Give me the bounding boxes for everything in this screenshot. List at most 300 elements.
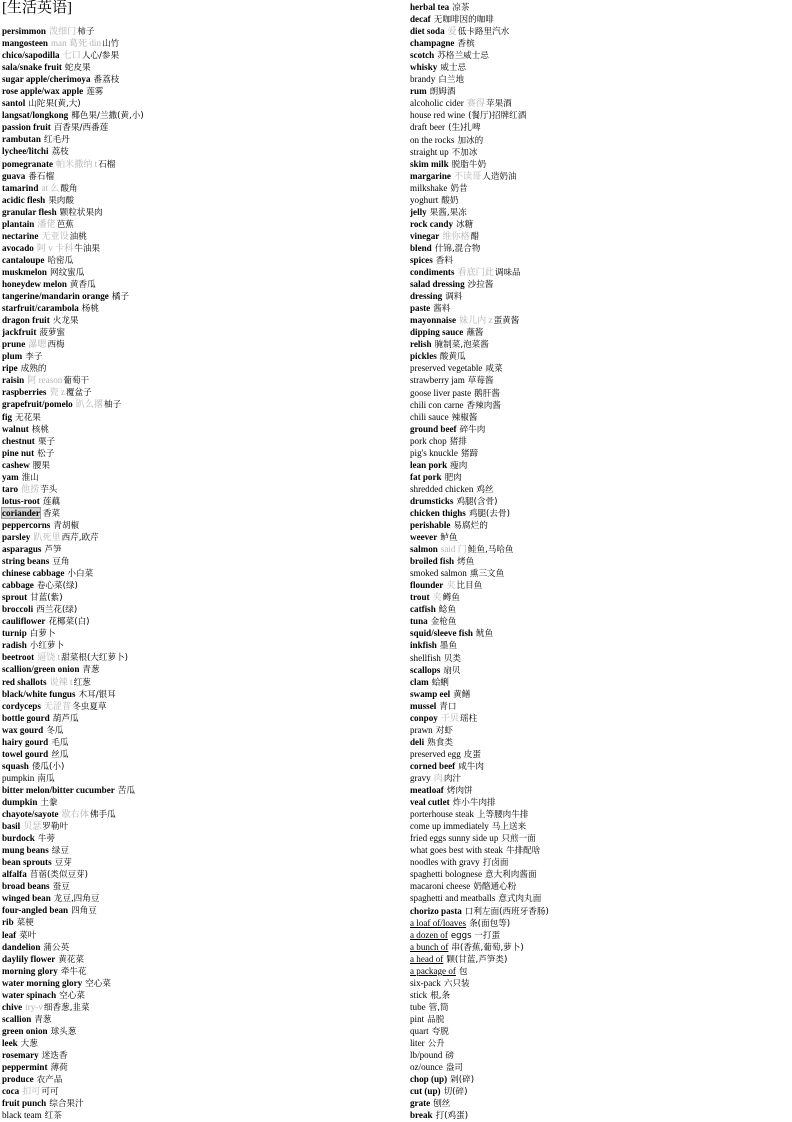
vocab-entry (410, 1001, 549, 1013)
vocab-entry (410, 639, 549, 651)
vocab-entry (2, 977, 144, 989)
english-term: plum (2, 351, 23, 362)
chinese-translation: 脱脂牛奶 (451, 159, 487, 170)
chinese-translation: 品脱 (427, 1014, 445, 1025)
vocab-entry (2, 158, 144, 170)
vocab-entry (410, 374, 549, 386)
vocab-entry (410, 627, 549, 639)
chinese-translation: 碎牛肉 (459, 424, 486, 435)
vocab-entry (410, 206, 549, 218)
vocab-entry (410, 411, 549, 423)
english-term: langsat/longkong (2, 110, 69, 121)
chinese-translation: 腌制菜,泡菜酱 (434, 340, 489, 351)
vocab-entry (410, 579, 549, 591)
english-term: dragon fruit (2, 315, 50, 326)
chinese-translation: 青口 (439, 701, 457, 712)
english-term: salad dressing (410, 279, 465, 290)
chinese-translation: 肥肉 (444, 472, 462, 483)
chinese-translation: 果肉酸 (48, 195, 74, 206)
english-term: brandy (410, 74, 436, 85)
english-term: persimmon (2, 26, 46, 36)
vocab-entry (2, 266, 144, 278)
vocab-entry (410, 109, 549, 121)
vocab-entry (410, 230, 549, 242)
vocab-entry (410, 459, 549, 471)
chinese-translation: 牛蒡 (37, 834, 56, 845)
english-term: ground beef (410, 423, 457, 434)
chinese-translation: 烤鱼 (457, 557, 475, 568)
chinese-translation: 公升 (427, 1039, 445, 1050)
english-term: rum (410, 86, 427, 97)
vocab-entry (410, 760, 549, 772)
pronunciation-note: 趴么撂 (75, 399, 104, 410)
chinese-translation: 威士忌 (440, 63, 467, 74)
vocab-entry (2, 784, 144, 796)
chinese-translation: 细香葱,韭菜 (43, 1002, 90, 1013)
vocab-entry (2, 194, 144, 206)
vocab-entry (410, 519, 549, 531)
english-term: deli (410, 736, 425, 747)
vocab-entry (410, 302, 549, 314)
chinese-translation: 酱料 (433, 304, 451, 315)
vocab-entry (2, 49, 144, 61)
vocab-entry (410, 507, 549, 519)
chinese-translation: 火龙果 (52, 316, 79, 327)
chinese-translation: 凉茶 (452, 3, 470, 13)
english-term: relish (410, 339, 432, 350)
english-term: pork chop (410, 435, 447, 446)
pronunciation-note: 潘佬 (37, 218, 56, 229)
chinese-translation: eggs 一打蛋 (450, 930, 501, 941)
vocab-entry (2, 892, 144, 904)
vocab-entry (2, 555, 144, 567)
vocab-entry (2, 639, 144, 651)
english-term: break (410, 1110, 433, 1121)
chinese-translation: 六只装 (443, 978, 470, 989)
vocab-entry (2, 435, 144, 447)
pronunciation-note: 维你格 (442, 230, 470, 241)
english-term: leaf (2, 929, 17, 940)
vocab-entry (2, 796, 144, 808)
english-term: bitter melon/bitter cucumber (2, 784, 115, 795)
english-term: passion fruit (2, 122, 51, 133)
vocab-entry (410, 989, 549, 1001)
vocab-entry (410, 73, 549, 85)
vocab-entry (2, 916, 144, 928)
chinese-translation: 冰糖 (456, 219, 474, 230)
english-term: mayonnaise (410, 315, 456, 326)
english-term: chico/sapodilla (2, 50, 60, 61)
english-term: fried eggs sunny side up (410, 833, 499, 844)
english-term: chorizo pasta (410, 905, 462, 916)
chinese-translation: 剁(碎) (450, 1075, 475, 1086)
chinese-translation: 炸小牛肉排 (452, 798, 496, 809)
vocab-entry (2, 603, 144, 615)
vocab-entry (410, 603, 549, 615)
english-term: on the rocks (410, 134, 455, 145)
vocab-entry (410, 266, 549, 278)
pronunciation-note: 不读哥 (453, 170, 482, 181)
english-term: cut (up) (410, 1086, 441, 1097)
vocab-entry (2, 386, 144, 398)
english-term: jelly (410, 206, 427, 217)
chinese-translation: 红葱 (73, 677, 91, 688)
pronunciation-note: 爱 (447, 26, 457, 37)
chinese-translation: 空心菜 (59, 990, 85, 1001)
english-term: chop (up) (410, 1074, 448, 1085)
pronunciation-note: 阿 v 卡科 (36, 242, 74, 253)
vocab-entry (410, 423, 549, 435)
english-term: raisin (2, 375, 25, 386)
english-term: gravy (410, 773, 431, 783)
chinese-translation: 香槟 (457, 39, 475, 50)
english-term: alfalfa (2, 869, 27, 880)
english-term: wax gourd (2, 724, 44, 735)
english-term: bean sprouts (2, 857, 52, 868)
english-term: cordyceps (2, 700, 41, 711)
english-term: cauliflower (2, 616, 46, 627)
vocab-entry (2, 700, 144, 712)
english-term: water spinach (2, 989, 57, 1000)
vocab-entry (410, 531, 549, 543)
chinese-translation: 草莓酱 (467, 376, 494, 387)
vocab-entry (2, 447, 144, 459)
english-term: pint (410, 1013, 425, 1024)
vocab-entry (410, 820, 549, 832)
english-term: a loaf of/loaves (410, 917, 467, 928)
vocab-entry (410, 652, 549, 664)
pronunciation-note: 逼饶 t (37, 652, 61, 663)
chinese-translation: 迷迭香 (41, 1050, 68, 1061)
english-term: oz/ounce (410, 1062, 443, 1073)
english-term: rock candy (410, 218, 454, 229)
chinese-translation: 对虾 (435, 725, 453, 736)
vocab-entry (2, 362, 144, 374)
vocab-entry (410, 314, 549, 326)
vocab-entry (410, 1049, 549, 1061)
pronunciation-note: said 门 (440, 544, 467, 555)
chinese-translation: 松子 (37, 448, 55, 459)
english-term: green onion (2, 1025, 48, 1036)
english-term: acidic flesh (2, 194, 46, 205)
chinese-translation: 蚕豆 (52, 882, 70, 893)
chinese-translation: 牛油果 (74, 243, 101, 254)
pronunciation-note: try-v (25, 1001, 43, 1012)
english-term: plantain (2, 218, 35, 229)
english-term: alcoholic cider (410, 98, 464, 109)
vocab-entry (410, 844, 549, 856)
chinese-translation: 白萝卜 (29, 629, 56, 640)
chinese-translation: (生)扎啤 (448, 123, 481, 134)
english-term: sugar apple/cherimoya (2, 74, 91, 85)
english-term: dipping sauce (410, 327, 464, 338)
chinese-translation: 香料 (435, 255, 453, 266)
vocab-entry (2, 495, 144, 507)
vocab-entry (2, 736, 144, 748)
english-term: string beans (2, 556, 50, 567)
chinese-translation: 成熟的 (20, 364, 47, 375)
chinese-translation: 刨丝 (433, 1099, 451, 1110)
vocab-entry (2, 856, 144, 868)
chinese-translation: 串(香蕉,葡萄,萝卜) (451, 942, 524, 953)
vocab-entry (410, 170, 549, 182)
english-term: straight up (410, 146, 449, 157)
chinese-translation: 蘸酱 (466, 328, 484, 339)
pronunciation-note: 夹 (432, 592, 442, 603)
vocab-entry (2, 350, 144, 362)
english-term: red shallots (2, 676, 47, 687)
left-vocabulary-column (2, 25, 144, 1121)
vocab-entry (410, 543, 549, 555)
vocab-entry (2, 953, 144, 965)
vocab-entry (410, 495, 549, 507)
vocab-entry (2, 206, 144, 218)
english-term: shellfish (410, 652, 441, 663)
english-term: meatloaf (410, 785, 444, 796)
chinese-translation: 鳟鱼 (442, 593, 460, 604)
vocab-entry (2, 423, 144, 435)
chinese-translation: 墨鱼 (439, 641, 457, 652)
vocab-entry (410, 784, 549, 796)
chinese-translation: 蛋黄酱 (493, 316, 520, 327)
chinese-translation: 青葱 (82, 665, 100, 676)
vocab-entry (2, 230, 144, 242)
chinese-translation: 马上送来 (491, 822, 527, 833)
chinese-translation: 包 (458, 966, 468, 977)
vocab-entry (410, 134, 549, 146)
vocab-entry (410, 929, 549, 941)
english-term: black/white fungus (2, 688, 76, 699)
english-term: quart (410, 1025, 429, 1036)
chinese-translation: 番荔枝 (93, 75, 120, 86)
english-term: asparagus (2, 544, 42, 555)
english-term: macaroni cheese (410, 881, 471, 892)
english-term: conpoy (410, 712, 438, 723)
page-title: [生活英语] (2, 0, 72, 16)
chinese-translation: 牛排配啥 (505, 846, 541, 857)
vocab-entry (2, 531, 144, 543)
vocab-entry (410, 447, 549, 459)
chinese-translation: 木耳/银耳 (78, 689, 116, 700)
vocab-entry (2, 615, 144, 627)
english-term: a bunch of (410, 941, 449, 952)
vocab-entry (2, 868, 144, 880)
chinese-translation: 只煎一面 (501, 834, 536, 845)
vocab-entry (410, 1073, 549, 1085)
chinese-translation: 西兰花(绿) (36, 605, 78, 616)
vocab-entry (410, 435, 549, 447)
vocab-entry (2, 471, 144, 483)
english-term: chicken thighs (410, 507, 466, 518)
chinese-translation: 香菜 (42, 508, 61, 519)
english-term: preserved vegetable (410, 363, 483, 374)
english-term: yoghurt (410, 194, 439, 205)
english-term: chinese cabbage (2, 568, 65, 579)
english-term: raspberries (2, 387, 47, 398)
vocab-entry (410, 290, 549, 302)
english-term: corned beef (410, 760, 456, 771)
chinese-translation: 菜梗 (16, 918, 34, 929)
chinese-translation: 猪排 (449, 436, 467, 447)
vocab-entry (2, 25, 144, 37)
vocab-entry (2, 519, 144, 531)
english-term: towel gourd (2, 748, 49, 759)
vocab-entry (2, 880, 144, 892)
chinese-translation: 辣椒酱 (451, 412, 478, 423)
chinese-translation: 莲藕 (42, 496, 60, 507)
vocab-entry (410, 362, 549, 374)
english-term: six-pack (410, 977, 441, 988)
vocab-entry (410, 85, 549, 97)
english-term: broiled fish (410, 556, 455, 567)
vocab-entry (410, 254, 549, 266)
vocab-entry (2, 278, 144, 290)
english-term: squid/sleeve fish (410, 628, 473, 639)
vocab-entry (2, 97, 144, 109)
english-term: burdock (2, 833, 35, 844)
chinese-translation: 球头葱 (50, 1026, 77, 1037)
english-term: shredded chicken (410, 483, 474, 494)
vocab-entry (410, 832, 549, 844)
english-term: decaf (410, 14, 431, 25)
chinese-translation: 红茶 (44, 1111, 62, 1122)
pronunciation-note: 看底门此 (457, 267, 494, 278)
vocab-entry (410, 1025, 549, 1037)
english-term: taro (2, 483, 18, 494)
chinese-translation: 鸡腿(含骨) (456, 496, 498, 507)
chinese-translation: 莲雾 (86, 87, 104, 98)
pronunciation-note: 说辣 t (49, 676, 73, 687)
vocab-entry (2, 459, 144, 471)
vocab-entry (410, 97, 549, 109)
chinese-translation: 打卤面 (482, 858, 509, 869)
chinese-translation: 小红萝卜 (29, 641, 65, 652)
english-term: chili sauce (410, 411, 449, 422)
vocab-entry (410, 615, 549, 627)
chinese-translation: 杨桃 (81, 304, 99, 315)
chinese-translation: 咸牛肉 (458, 761, 484, 772)
vocab-entry (2, 85, 144, 97)
chinese-translation: 瑶柱 (460, 713, 478, 724)
chinese-translation: 加冰的 (457, 135, 484, 146)
chinese-translation: 肉汁 (443, 774, 462, 784)
chinese-translation: 不加冰 (451, 147, 478, 158)
english-term: prawn (410, 724, 433, 735)
english-term: porterhouse steak (410, 809, 474, 820)
chinese-translation: 西梅 (47, 340, 65, 351)
vocab-entry (2, 374, 144, 386)
vocab-entry (2, 712, 144, 724)
chinese-translation: 葡萄干 (63, 376, 90, 387)
chinese-translation: 小白菜 (67, 569, 94, 580)
english-term: starfruit/carambola (2, 303, 79, 314)
pronunciation-note: 扣可 (22, 1086, 41, 1097)
pronunciation-note: at 么 (41, 182, 60, 193)
chinese-translation: 意大利肉酱面 (484, 870, 537, 881)
english-term: herbal tea (410, 2, 450, 12)
english-term: daylily flower (2, 953, 56, 964)
english-term: cashew (2, 459, 30, 470)
chinese-translation: 黄香瓜 (69, 279, 96, 290)
chinese-translation: 磅 (445, 1051, 454, 1062)
pronunciation-note: 瀑嗯 (28, 339, 47, 350)
english-term: spaghetti bolognese (410, 869, 482, 880)
english-term: stick (410, 989, 428, 1000)
vocab-entry (2, 507, 144, 519)
pronunciation-note: 无亚设 (41, 230, 69, 241)
chinese-translation: 猪蹄 (460, 448, 479, 459)
english-term: dandelion (2, 941, 41, 952)
vocab-entry (2, 651, 144, 663)
chinese-translation: 山竹 (102, 39, 120, 50)
chinese-translation: 柚子 (104, 400, 122, 411)
chinese-translation: 朗姆酒 (429, 87, 456, 98)
vocab-entry (2, 73, 144, 85)
vocab-entry (2, 579, 144, 591)
vocab-entry (410, 146, 549, 158)
chinese-translation: 鸡腿(去骨) (468, 508, 510, 519)
chinese-translation: 西芹,欧芹 (61, 532, 99, 543)
chinese-translation: 覆盆子 (65, 388, 92, 399)
chinese-translation: 倭瓜(小) (31, 761, 65, 772)
english-term: peppermint (2, 1062, 48, 1073)
chinese-translation: 石榴 (98, 159, 116, 170)
chinese-translation: 丝瓜 (51, 749, 69, 760)
vocab-entry (2, 1109, 144, 1121)
chinese-translation: 上等腰肉牛排 (476, 810, 529, 821)
chinese-translation: 鲶鱼 (438, 605, 456, 616)
english-term: preserved egg (410, 748, 461, 759)
pronunciation-note: 七口 (62, 50, 81, 61)
vocab-entry (410, 736, 549, 748)
chinese-translation: 比目鱼 (456, 581, 483, 592)
english-term: a head of (410, 953, 444, 964)
chinese-translation: 颗粒状果肉 (59, 207, 103, 218)
english-term: coriander (2, 507, 40, 518)
vocab-entry (410, 218, 549, 230)
english-term: spaghetti and meatballs (410, 893, 496, 904)
vocab-entry (410, 688, 549, 700)
pronunciation-note: 阿 reason (27, 375, 63, 386)
english-term: lychee/litchi (2, 146, 49, 157)
english-term: honeydew melon (2, 278, 67, 289)
vocab-entry (410, 387, 549, 399)
english-term: rosemary (2, 1049, 39, 1060)
english-term: condiments (410, 267, 455, 278)
vocab-entry (410, 37, 549, 49)
pronunciation-note: 歇右体 (61, 809, 89, 820)
english-term: produce (2, 1074, 34, 1085)
chinese-translation: 苹果酒 (485, 99, 512, 110)
english-term: parsley (2, 531, 31, 542)
vocab-entry (2, 543, 144, 555)
chinese-translation: 栗子 (37, 436, 56, 447)
chinese-translation: 颗(甘蓝,芦笋类) (446, 954, 508, 965)
chinese-translation: 根,条 (430, 990, 451, 1001)
chinese-translation: 盎司 (445, 1063, 464, 1074)
vocab-entry (410, 278, 549, 290)
chinese-translation: 条(面包等) (469, 918, 511, 929)
chinese-translation: 酸奶 (441, 195, 459, 206)
vocab-entry (2, 182, 144, 194)
english-term: jackfruit (2, 327, 37, 338)
english-term: drumsticks (410, 495, 454, 506)
vocab-entry (2, 145, 144, 157)
english-term: dressing (410, 291, 443, 302)
vocab-entry (2, 591, 144, 603)
english-term: sala/snake fruit (2, 62, 62, 73)
vocab-entry (2, 772, 144, 784)
